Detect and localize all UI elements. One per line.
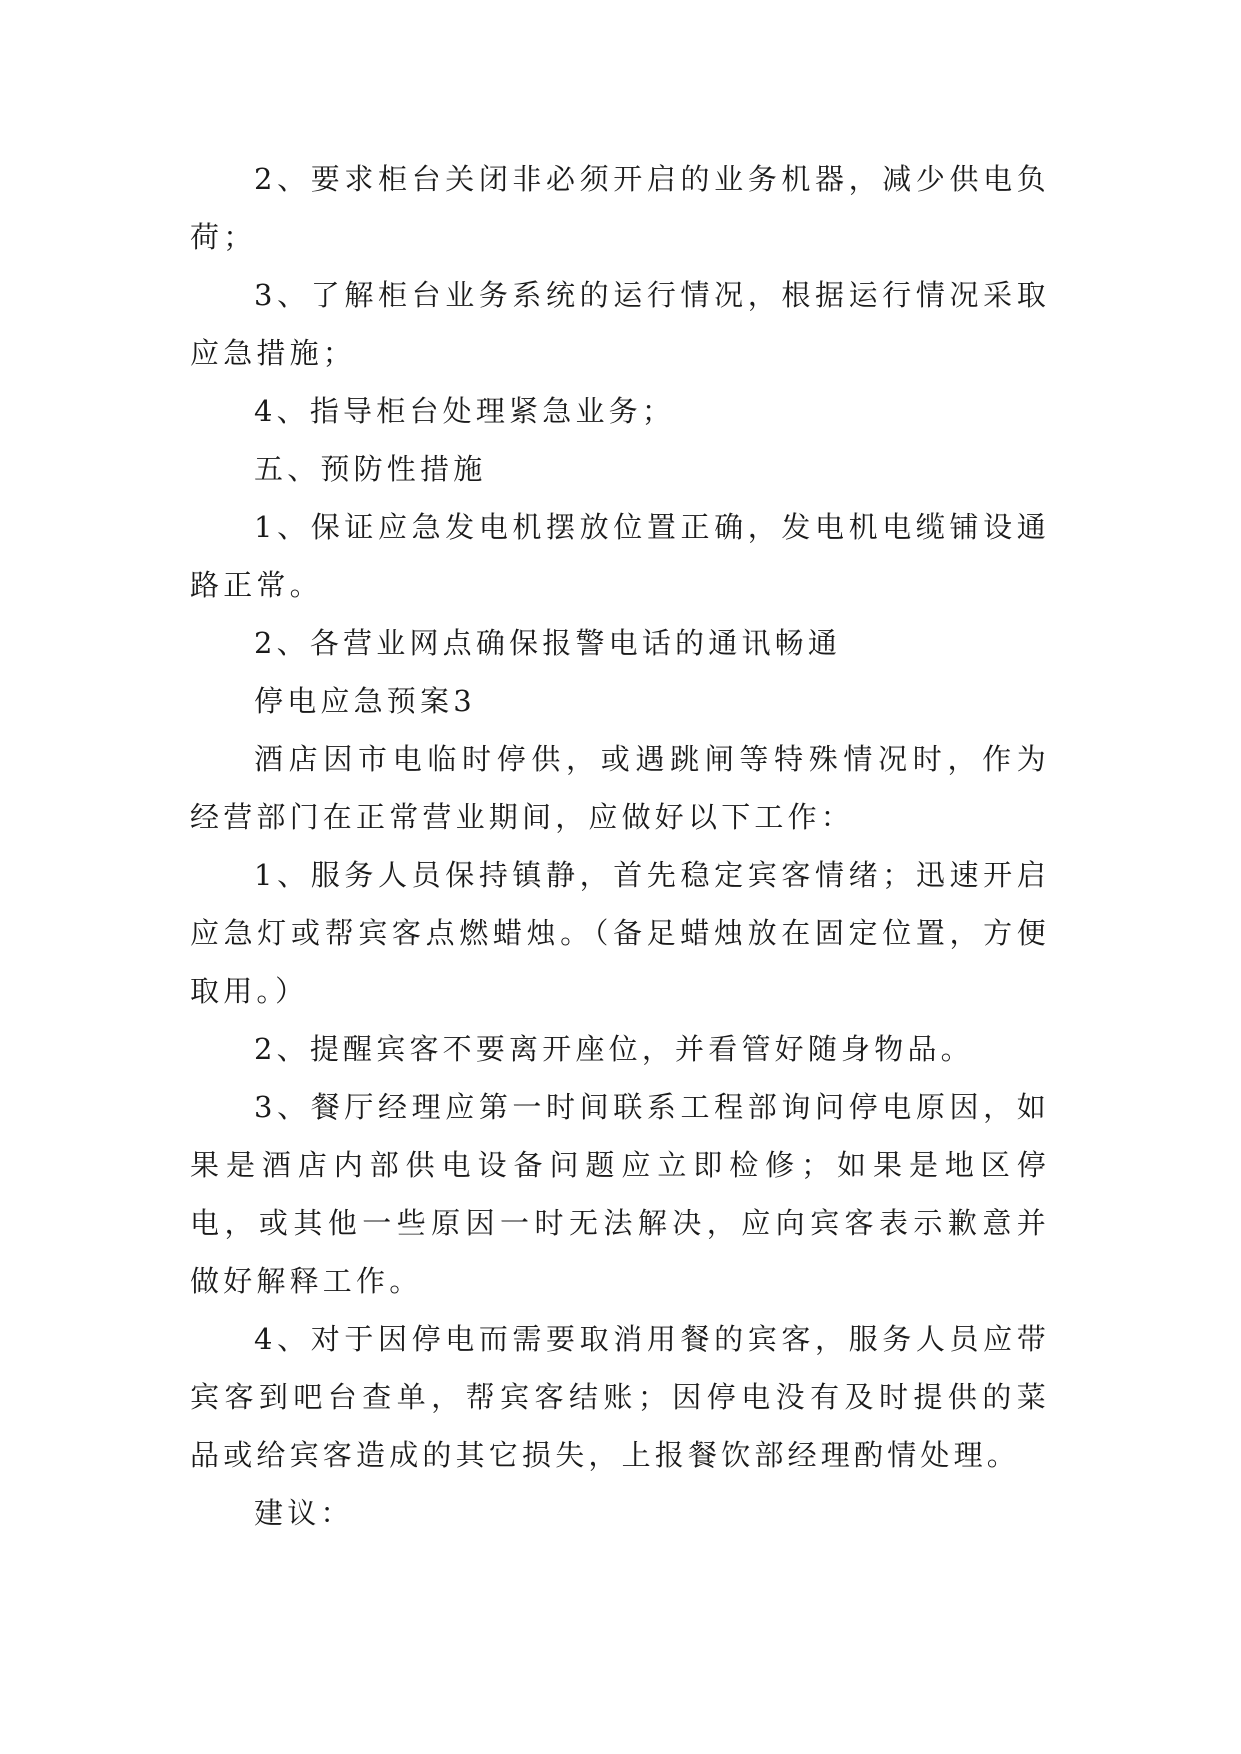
paragraph-manager-contact: 3、餐厅经理应第一时间联系工程部询问停电原因，如果是酒店内部供电设备问题应立即检修；如果是地区停电，或其他一些原因一时无法解决，应向宾客表示歉意并做好解释工作。 xyxy=(190,1090,1050,1298)
paragraph-cancel-meal: 4、对于因停电而需要取消用餐的宾客，服务人员应带宾客到吧台查单，帮宾客结账；因停电没有及时提供的菜品或给宾客造成的其它损失，上报餐饮部经理酌情处理。 xyxy=(190,1322,1050,1472)
document-body xyxy=(190,150,1050,1542)
section-heading-plan-3: 停电应急预案3 xyxy=(254,684,476,718)
section-heading-preventive: 五、预防性措施 xyxy=(254,452,487,486)
paragraph-stay-calm: 1、服务人员保持镇静，首先稳定宾客情绪；迅速开启应急灯或帮宾客点燃蜡烛。（备足蜡烛放在固定位置，方便取用。） xyxy=(190,858,1050,1008)
paragraph-system-status: 3、了解柜台业务系统的运行情况，根据运行情况采取应急措施； xyxy=(190,278,1050,370)
paragraph-urgent-business: 4、指导柜台处理紧急业务； xyxy=(254,394,676,428)
paragraph-remind-guests: 2、提醒宾客不要离开座位，并看管好随身物品。 xyxy=(254,1032,974,1066)
paragraph-generator: 1、保证应急发电机摆放位置正确，发电机电缆铺设通路正常。 xyxy=(190,510,1050,602)
paragraph-reduce-load: 2、要求柜台关闭非必须开启的业务机器，减少供电负荷； xyxy=(190,162,1050,254)
paragraph-alarm-phone: 2、各营业网点确保报警电话的通讯畅通 xyxy=(254,626,842,660)
section-heading-suggestion: 建议： xyxy=(254,1496,354,1530)
paragraph-hotel-intro: 酒店因市电临时停供，或遇跳闸等特殊情况时，作为经营部门在正常营业期间，应做好以下工作： xyxy=(190,742,1050,834)
